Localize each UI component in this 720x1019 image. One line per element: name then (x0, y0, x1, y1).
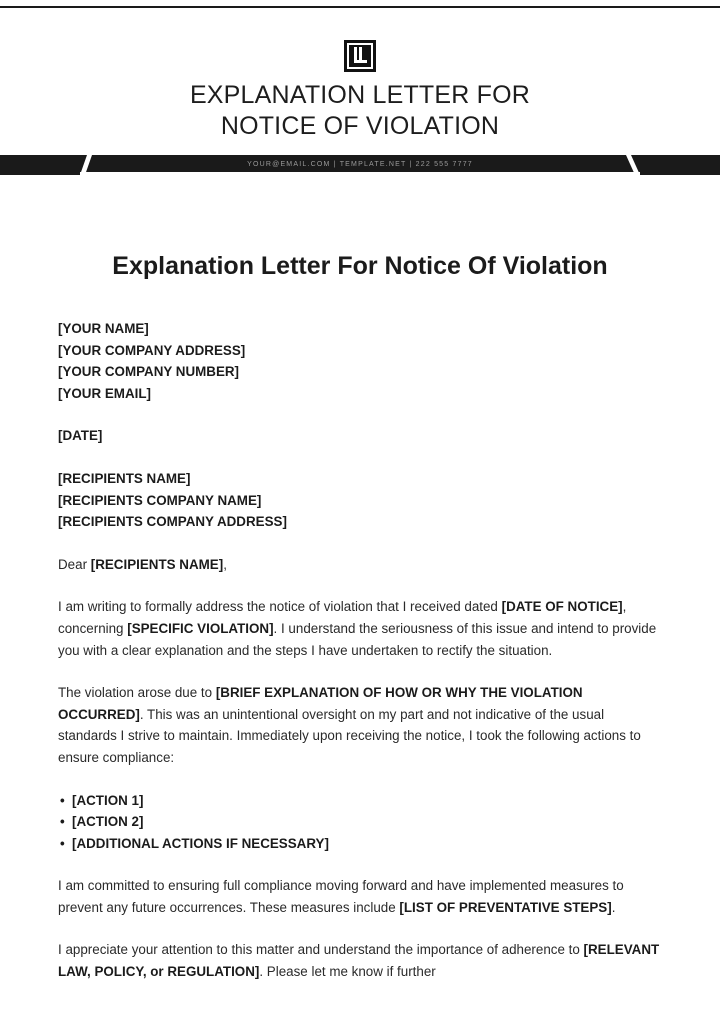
contact-info: YOUR@EMAIL.COM | TEMPLATE.NET | 222 555 7777 (247, 161, 473, 168)
letter-body (58, 318, 662, 1004)
sender-block (58, 318, 662, 404)
sender-email: [YOUR EMAIL] (58, 385, 151, 401)
bullet-icon: • (60, 792, 65, 808)
sender-number: [YOUR COMPANY NUMBER] (58, 364, 240, 380)
paragraph-3 (58, 875, 662, 918)
paragraph-2 (58, 682, 662, 768)
letterhead-title-line-2: NOTICE OF VIOLATION (220, 112, 500, 140)
letterhead-title-line-1: EXPLANATION LETTER FOR (189, 81, 531, 109)
sender-name: [YOUR NAME] (58, 321, 149, 336)
contact-band (0, 155, 720, 175)
recipient-name: [RECIPIENTS NAME] (58, 470, 191, 486)
salutation-suffix: , (223, 556, 227, 572)
para1-placeholder-violation: [SPECIFIC VIOLATION] (127, 620, 274, 636)
document-title: Explanation Letter For Notice Of Violation (112, 252, 608, 280)
bullet-icon: • (60, 835, 65, 851)
letterhead-title (0, 80, 720, 142)
para4-text-1: I appreciate your attention to this matter and understand the importance of adherence to (58, 942, 584, 958)
action-item-2: [ACTION 2] (72, 814, 144, 830)
letterhead-logo-icon (344, 40, 376, 72)
paragraph-4 (58, 939, 662, 982)
para1-text-1: I am writing to formally address the notice of violation that I received dated (58, 599, 502, 615)
para1-text-2: , concerning (58, 599, 627, 636)
bullet-icon: • (60, 814, 65, 830)
action-item-1: [ACTION 1] (72, 792, 144, 808)
list-item (58, 811, 662, 833)
salutation-prefix: Dear (58, 556, 91, 572)
para1-text-3: . I understand the seriousness of this issue and intend to provide you with a clear explanation and the steps I have undertaken to rectify the situation. (58, 620, 657, 658)
salutation-name: [RECIPIENTS NAME] (90, 556, 224, 572)
top-rule (0, 6, 720, 8)
recipient-block (58, 468, 662, 533)
list-item (58, 833, 662, 855)
para2-text-1: The violation arose due to (58, 685, 216, 701)
letter-date: [DATE] (58, 428, 103, 444)
recipient-address: [RECIPIENTS COMPANY ADDRESS] (58, 514, 287, 530)
para3-text-1: I am committed to ensuring full compliance moving forward and have implemented measures to prevent any future occurrences. These measures include (58, 878, 624, 915)
para4-text-2: . Please let me know if further (259, 964, 436, 980)
recipient-company: [RECIPIENTS COMPANY NAME] (58, 492, 262, 508)
para2-placeholder-explanation: [BRIEF EXPLANATION OF HOW OR WHY THE VIOLATION OCCURRED] (58, 685, 583, 722)
para2-text-2: . This was an unintentional oversight on my part and not indicative of the usual standards I strive to maintain. Immediately upon receiving the notice, I took the following actions to ensure compliance: (58, 706, 641, 765)
para4-placeholder-regulation: [RELEVANT LAW, POLICY, or REGULATION] (58, 942, 660, 980)
list-item (58, 790, 662, 812)
para3-text-2: . (611, 899, 616, 915)
action-item-3: [ADDITIONAL ACTIONS IF NECESSARY] (72, 835, 329, 851)
para3-placeholder-steps: [LIST OF PREVENTATIVE STEPS] (399, 899, 612, 915)
paragraph-1 (58, 596, 662, 661)
date-block (58, 425, 662, 447)
actions-list (58, 790, 662, 855)
para1-placeholder-date: [DATE OF NOTICE] (501, 599, 623, 615)
salutation (58, 554, 662, 576)
sender-address: [YOUR COMPANY ADDRESS] (58, 342, 246, 358)
